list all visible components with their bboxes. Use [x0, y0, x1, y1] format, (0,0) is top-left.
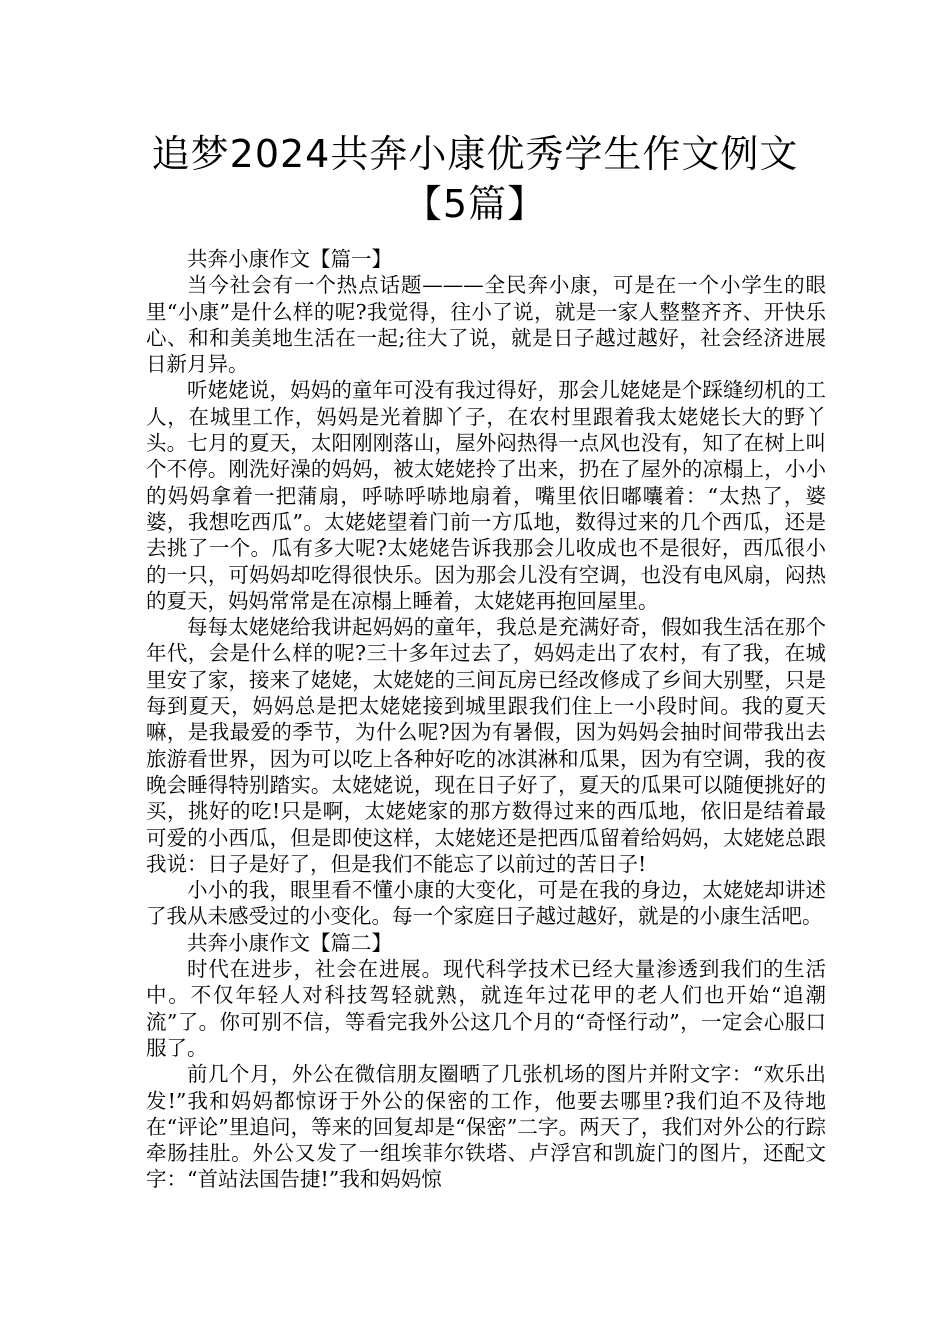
- paragraph: 小小的我，眼里看不懂小康的大变化，可是在我的身边，太姥姥却讲述了我从未感受过的小变化。每一个家庭日子越过越好，就是的小康生活吧。: [146, 878, 826, 929]
- paragraph: 前几个月，外公在微信朋友圈晒了几张机场的图片并附文字：“欢乐出发!”我和妈妈都惊讶于外公的保密的工作，他要去哪里?我们迫不及待地在“评论”里追问，等来的回复却是“保密”二字。两天了，我们对外公的行踪牵肠挂肚。外公又发了一组埃菲尔铁塔、卢浮宫和凯旋门的图片，还配文字：“首站法国告捷!”我和妈妈惊: [146, 1062, 826, 1192]
- paragraph: 听姥姥说，妈妈的童年可没有我过得好，那会儿姥姥是个踩缝纫机的工人，在城里工作，妈妈是光着脚丫子，在农村里跟着我太姥姥长大的野丫头。七月的夏天，太阳刚刚落山，屋外闷热得一点风也没有，知了在树上叫个不停。刚洗好澡的妈妈，被太姥姥拎了出来，扔在了屋外的凉榻上，小小的妈妈拿着一把蒲扇，呼哧呼哧地扇着，嘴里依旧嘟囔着：“太热了，婆婆，我想吃西瓜”。太姥姥望着门前一方瓜地，数得过来的几个西瓜，还是去挑了一个。瓜有多大呢?太姥姥告诉我那会儿收成也不是很好，西瓜很小的一只，可妈妈却吃得很快乐。因为那会儿没有空调，也没有电风扇，闷热的夏天，妈妈常常是在凉榻上睡着，太姥姥再抱回屋里。: [146, 378, 826, 613]
- paragraph: 每每太姥姥给我讲起妈妈的童年，我总是充满好奇，假如我生活在那个年代，会是什么样的呢?三十多年过去了，妈妈走出了农村，有了我，在城里安了家，接来了姥姥，太姥姥的三间瓦房已经改修成了乡间大别墅，只是每到夏天，妈妈总是把太姥姥接到城里跟我们住上一小段时间。我的夏天嘛，是我最爱的季节，为什么呢?因为有暑假，因为妈妈会抽时间带我出去旅游看世界，因为可以吃上各种好吃的冰淇淋和瓜果，因为有空调，我的夜晚会睡得特别踏实。太姥姥说，现在日子好了，夏天的瓜果可以随便挑好的买，挑好的吃!只是啊，太姥姥家的那方数得过来的西瓜地，依旧是结着最可爱的小西瓜，但是即使这样，太姥姥还是把西瓜留着给妈妈，太姥姥总跟我说：日子是好了，但是我们不能忘了以前过的苦日子!: [146, 615, 826, 876]
- document-title-line1: 追梦2024共奔小康优秀学生作文例文: [151, 132, 799, 176]
- section-heading-1: 共奔小康作文【篇一】: [187, 247, 392, 271]
- document-title-line2: 【5篇】: [403, 182, 547, 226]
- section-heading-2: 共奔小康作文【篇二】: [187, 930, 392, 955]
- document-body: [146, 246, 826, 1193]
- paragraph: 时代在进步，社会在进展。现代科学技术已经大量渗透到我们的生活中。不仅年轻人对科技驾轻就熟，就连年过花甲的老人们也开始“追潮流”了。你可别不信，等看完我外公这几个月的“奇怪行动”，一定会心服口服了。: [146, 957, 826, 1060]
- paragraph: 当今社会有一个热点话题———全民奔小康，可是在一个小学生的眼里“小康”是什么样的呢?我觉得，往小了说，就是一家人整整齐齐、开快乐心、和和美美地生活在一起;往大了说，就是日子越过越好，社会经济进展日新月异。: [146, 273, 826, 377]
